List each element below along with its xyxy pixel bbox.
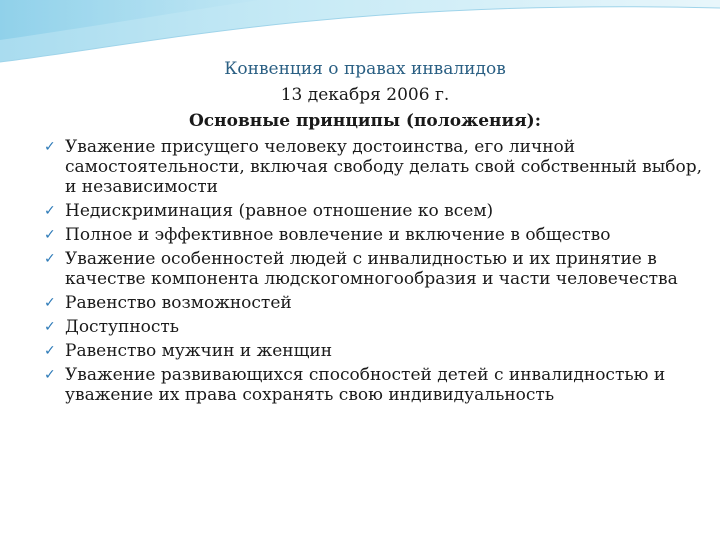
check-icon: ✓ bbox=[44, 139, 56, 155]
list-item bbox=[44, 365, 704, 405]
slide-date: 13 декабря 2006 г. bbox=[280, 85, 450, 105]
list-item bbox=[44, 137, 704, 197]
list-item-text: Уважение развивающихся способностей детей с инвалидностью и уважение их права сохранять свою индивидуальность bbox=[65, 365, 666, 405]
principles-heading: Основные принципы (положения): bbox=[189, 111, 541, 131]
list-item-text: Равенство мужчин и женщин bbox=[65, 341, 333, 361]
list-item-text: Недискриминация (равное отношение ко всем) bbox=[65, 201, 494, 221]
check-icon: ✓ bbox=[44, 251, 56, 267]
check-icon: ✓ bbox=[44, 227, 56, 243]
list-item bbox=[44, 249, 704, 289]
list-item bbox=[44, 293, 704, 313]
list-item bbox=[44, 201, 704, 221]
check-icon: ✓ bbox=[44, 343, 56, 359]
list-item bbox=[44, 317, 704, 337]
principles-list bbox=[44, 137, 704, 409]
check-icon: ✓ bbox=[44, 319, 56, 335]
list-item-text: Уважение особенностей людей с инвалидностью и их принятие в качестве компонента людскогомногообразия и части человечества bbox=[65, 249, 678, 289]
list-item-text: Доступность bbox=[65, 317, 180, 337]
slide-title: Конвенция о правах инвалидов bbox=[224, 59, 506, 79]
list-item-text: Уважение присущего человеку достоинства, его личной самостоятельности, включая свободу делать свой собственный выбор, и независимости bbox=[65, 137, 703, 197]
list-item-text: Полное и эффективное вовлечение и включение в общество bbox=[65, 225, 611, 245]
list-item bbox=[44, 225, 704, 245]
check-icon: ✓ bbox=[44, 295, 56, 311]
list-item bbox=[44, 341, 704, 361]
check-icon: ✓ bbox=[44, 367, 56, 383]
check-icon: ✓ bbox=[44, 203, 56, 219]
list-item-text: Равенство возможностей bbox=[65, 293, 292, 313]
